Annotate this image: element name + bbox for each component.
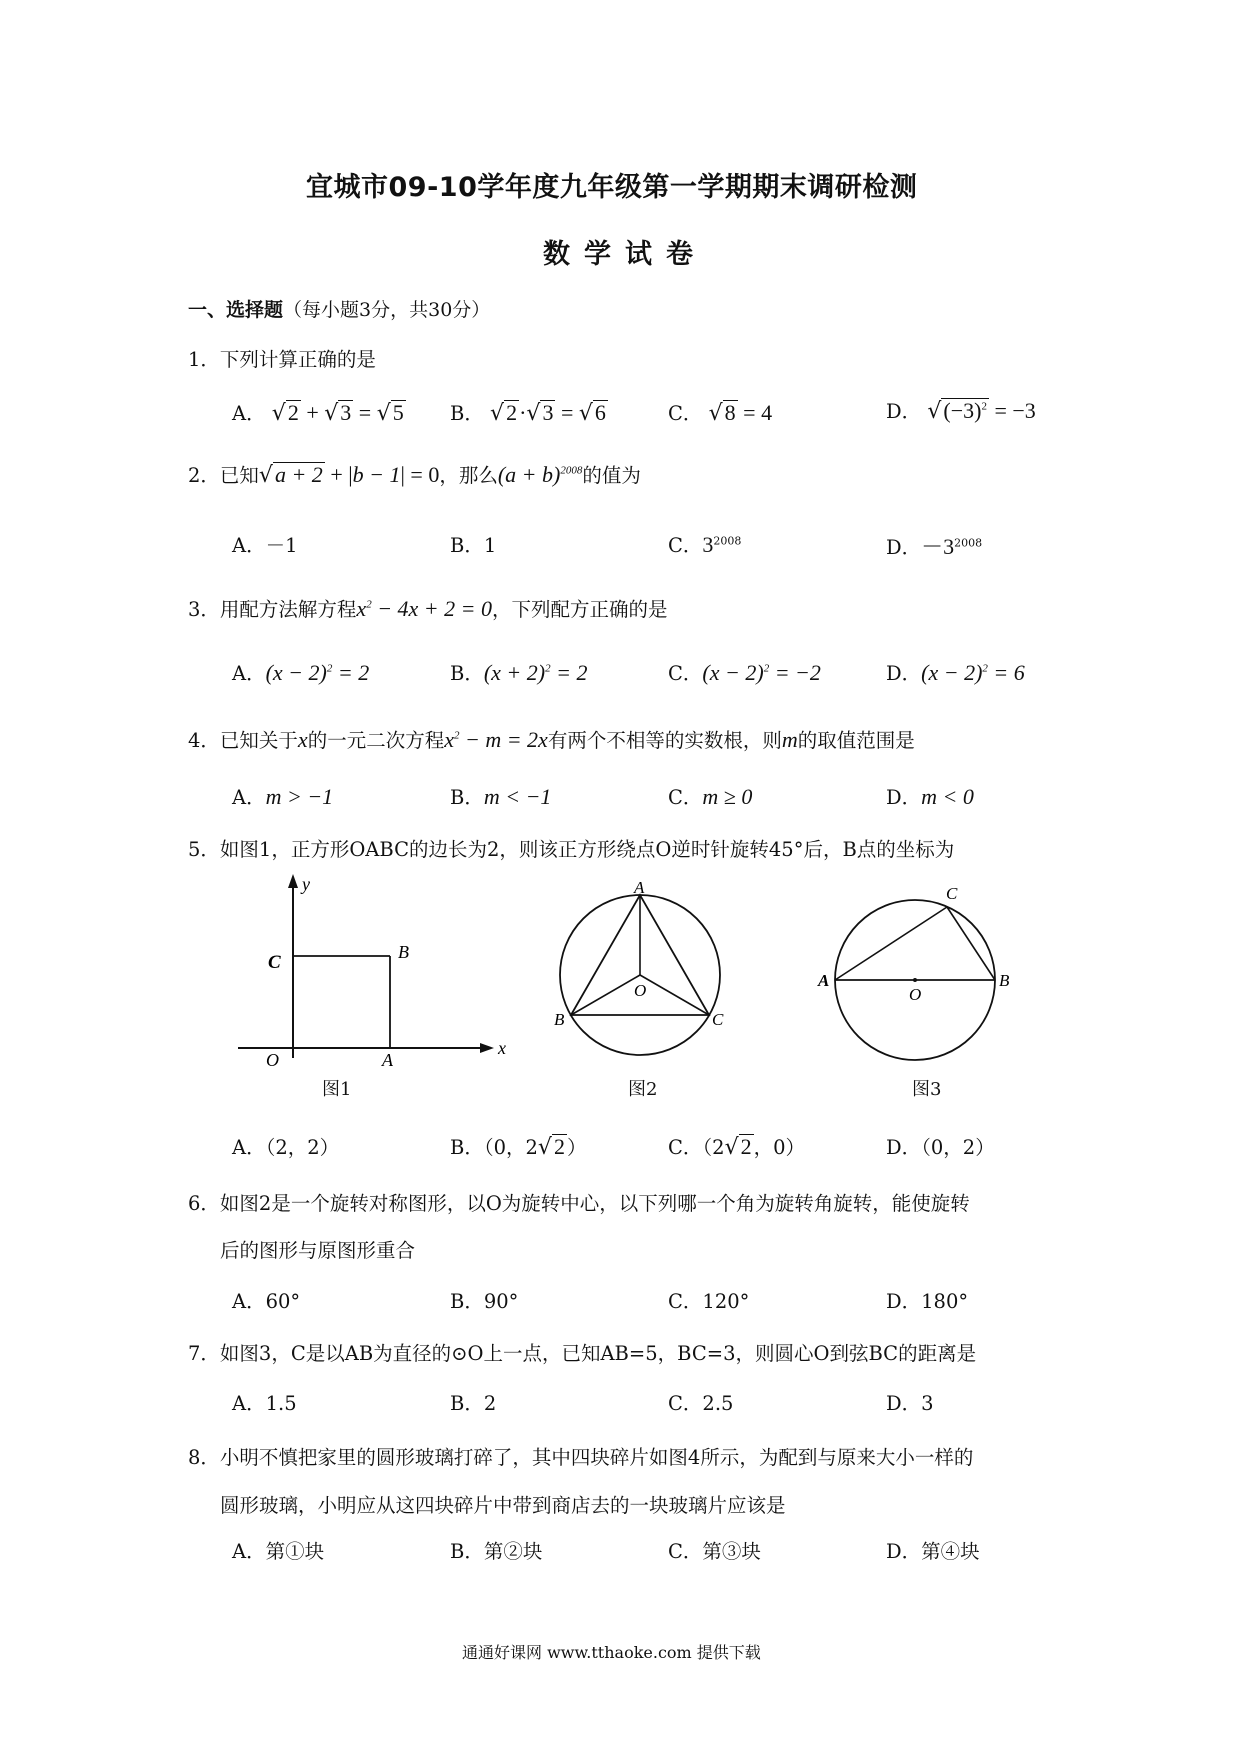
label-o: O: [266, 1050, 279, 1070]
q8-option-c: C．第③块: [668, 1540, 761, 1563]
question-8-stem-line1: 8．小明不慎把家里的圆形玻璃打碎了，其中四块碎片如图4所示，为配到与原来大小一样的: [188, 1446, 974, 1469]
label-c: C: [268, 952, 281, 973]
q7-option-a: A．1.5: [232, 1392, 297, 1415]
section-note: （每小题3分，共30分）: [283, 299, 491, 321]
q4-option-b: B．m < −1: [450, 784, 552, 809]
q5-option-d: D．（0，2）: [886, 1136, 995, 1159]
option-expression: √2 + √3 = √5: [271, 400, 404, 426]
q3-option-d: D．$(x - 2)^2 = 6$: [886, 660, 1025, 685]
q2-option-d: D．$-3^{2008}$: [886, 534, 983, 559]
segment-oc: [640, 975, 709, 1015]
question-7-stem: 7．如图3，C是以AB为直径的⊙O上一点，已知AB=5，BC=3，则圆心O到弦BC的距离是: [188, 1342, 977, 1365]
q3-option-b: B．$(x + 2)^2 = 2$: [450, 660, 588, 685]
question-3-stem: 3．用配方法解方程$x^2 - 4x + 2 = 0$，下列配方正确的是: [188, 596, 668, 621]
y-axis-arrow: [288, 874, 298, 888]
label-a: A: [634, 878, 645, 897]
q4-option-a: A．m > −1: [232, 784, 334, 809]
figure-3-caption: 图3: [912, 1079, 942, 1100]
question-1-stem: 1．下列计算正确的是: [188, 348, 376, 371]
figure-1-coordinate-square: [230, 868, 510, 1068]
label-x: x: [498, 1038, 506, 1058]
q3-option-c: C．$(x - 2)^2 = -2$: [668, 660, 821, 685]
figure-1-caption: 图1: [322, 1079, 352, 1100]
page-subtitle: 数学试卷: [543, 239, 707, 270]
q7-option-c: C．2.5: [668, 1392, 734, 1415]
figure-2-caption: 图2: [628, 1079, 658, 1100]
q2-option-a: A．－1: [232, 534, 298, 557]
option-expression: √2·√3 = √6: [490, 400, 606, 426]
page-footer: 通通好课网 www.tthaoke.com 提供下载: [462, 1643, 761, 1662]
q6-option-d: D．180°: [886, 1290, 969, 1313]
figure-2-inscribed-triangle: [550, 878, 730, 1065]
q1-option-c: [668, 398, 772, 426]
q8-option-b: B．第②块: [450, 1540, 543, 1563]
question-6-stem-line2: 后的图形与原图形重合: [220, 1239, 416, 1262]
q4-option-c: C．m ≥ 0: [668, 784, 753, 809]
question-2-stem: 2．已知√a + 2 + |b − 1| = 0，那么$(a + b)^{2008}$的值为: [188, 462, 641, 488]
q2-option-b: B．1: [450, 534, 497, 557]
option-label: A．: [232, 402, 266, 425]
label-o: O: [909, 985, 922, 1004]
q6-option-a: A．60°: [232, 1290, 301, 1313]
label-c: C: [712, 1010, 724, 1029]
label-a: A: [818, 971, 830, 990]
section-heading: [188, 295, 490, 322]
label-y: y: [302, 874, 310, 894]
segment-ob: [571, 975, 640, 1015]
q7-option-d: D．3: [886, 1392, 934, 1415]
q5-option-c: C．（2√2 ，0）: [668, 1134, 806, 1160]
figure-3-diameter-chord: [820, 885, 1010, 1065]
q6-option-c: C．120°: [668, 1290, 750, 1313]
q7-option-b: B．2: [450, 1392, 497, 1415]
x-axis-arrow: [480, 1043, 494, 1053]
label-b: B: [999, 971, 1010, 990]
center-point: [913, 978, 917, 982]
question-8-stem-line2: 圆形玻璃，小明应从这四块碎片中带到商店去的一块玻璃片应该是: [220, 1494, 786, 1517]
option-expression: √8 = 4: [708, 400, 773, 426]
q8-option-a: A．第①块: [232, 1540, 325, 1563]
q1-option-a: [232, 398, 406, 426]
label-a: A: [382, 1050, 393, 1070]
section-title: 一、选择题: [188, 299, 284, 321]
q6-option-b: B．90°: [450, 1290, 519, 1313]
label-b: B: [398, 942, 409, 962]
question-4-stem: 4．已知关于x的一元二次方程$x^2 - m = 2x$有两个不相等的实数根，则m的取值范围是: [188, 727, 915, 752]
q1-option-b: [450, 398, 608, 426]
question-6-stem-line1: 6．如图2是一个旋转对称图形，以O为旋转中心，以下列哪一个角为旋转角旋转，能使旋转: [188, 1192, 970, 1215]
label-b: B: [554, 1010, 565, 1029]
option-expression: $√(-3)^2 = -3$: [927, 398, 1036, 424]
option-label: B．: [450, 402, 484, 425]
label-c: C: [946, 884, 958, 903]
q8-option-d: D．第④块: [886, 1540, 980, 1563]
q4-option-d: D．m < 0: [886, 784, 974, 809]
q3-option-a: A．$(x - 2)^2 = 2$: [232, 660, 370, 685]
chord-bc: [947, 907, 995, 980]
q1-option-d: [886, 396, 1036, 424]
option-label: C．: [668, 402, 703, 425]
q5-option-b: B．（0，2√2 ）: [450, 1134, 587, 1160]
q5-option-a: A．（2，2）: [232, 1136, 340, 1159]
label-o: O: [634, 981, 647, 1000]
q2-option-c: C．$3^{2008}$: [668, 532, 742, 557]
page-title: 宜城市09-10学年度九年级第一学期期末调研检测: [306, 172, 918, 203]
option-label: D．: [886, 400, 922, 423]
question-5-stem: 5．如图1，正方形OABC的边长为2，则该正方形绕点O逆时针旋转45°后，B点的坐标为: [188, 838, 955, 861]
chord-ac: [835, 907, 947, 980]
